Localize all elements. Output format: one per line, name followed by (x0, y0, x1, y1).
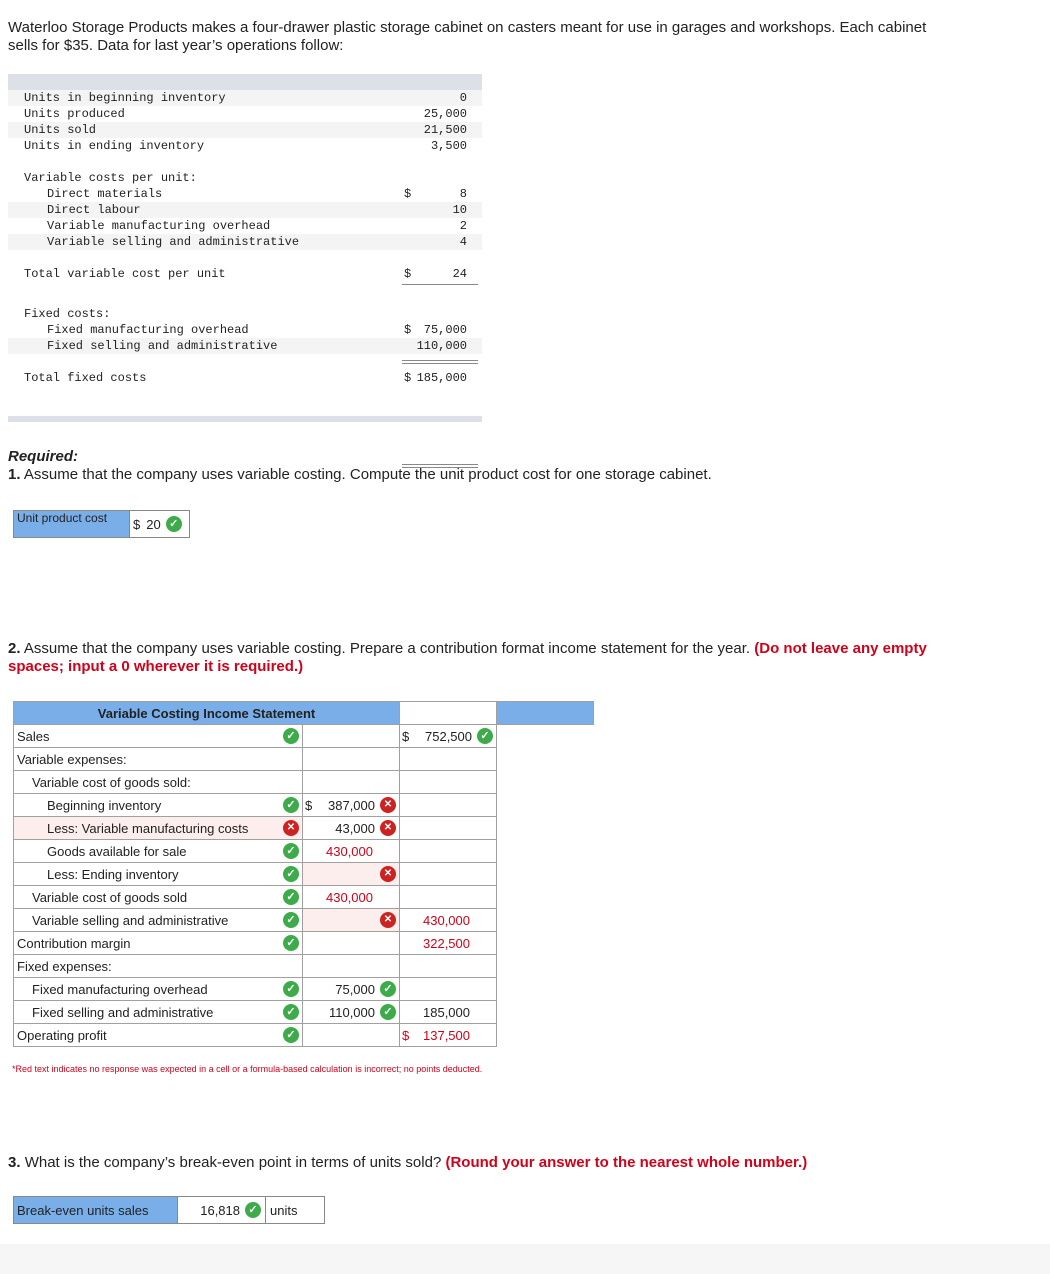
total-underline (402, 363, 478, 364)
question-1-number: 1. (8, 466, 21, 483)
statement-total-cell[interactable] (400, 1001, 497, 1024)
check-circle-icon: ✓ (380, 1004, 396, 1020)
break-even-value: 16,818 (200, 1202, 240, 1218)
data-row (8, 266, 482, 282)
statement-amount-cell[interactable] (303, 1001, 400, 1024)
data-row-label: Units in ending inventory (24, 139, 205, 153)
data-row (8, 306, 482, 322)
statement-amount-cell[interactable] (303, 840, 400, 863)
statement-label-cell[interactable] (14, 725, 303, 748)
check-circle-icon: ✓ (283, 981, 299, 997)
check-circle-icon: ✓ (283, 889, 299, 905)
units-label: units (270, 1202, 298, 1218)
question-3-number: 3. (8, 1154, 21, 1171)
statement-label: Less: Variable manufacturing costs (47, 820, 249, 836)
data-row-label: Variable costs per unit: (24, 171, 197, 185)
statement-row (14, 748, 594, 771)
statement-label-cell[interactable] (14, 863, 303, 886)
data-row-dollar: $ (404, 187, 412, 201)
data-row (8, 218, 482, 234)
statement-label: Goods available for sale (47, 843, 187, 859)
check-circle-icon: ✓ (283, 866, 299, 882)
data-row-value: 25,000 (423, 107, 467, 121)
page-footer-band (0, 1244, 1050, 1274)
statement-label: Variable selling and administrative (32, 912, 229, 928)
statement-label-cell[interactable] (14, 909, 303, 932)
data-row-value: 24 (452, 267, 467, 281)
statement-label-cell[interactable] (14, 1001, 303, 1024)
statement-label: Fixed selling and administrative (32, 1004, 214, 1020)
statement-row (14, 932, 594, 955)
statement-amount-cell[interactable] (303, 863, 400, 886)
data-row-label: Variable manufacturing overhead (47, 219, 271, 233)
statement-total-cell[interactable] (400, 817, 497, 840)
unit-product-cost-answer (13, 510, 190, 538)
statement-amount-cell[interactable] (303, 978, 400, 1001)
statement-total-cell[interactable] (400, 840, 497, 863)
question-1-text: Assume that the company uses variable costing. Compute the unit product cost for one storage cabinet. (23, 466, 712, 483)
x-circle-icon: ✕ (380, 820, 396, 836)
check-circle-icon: ✓ (283, 728, 299, 744)
statement-label-cell[interactable] (14, 817, 303, 840)
total-underline (402, 284, 478, 285)
question-2-text: Assume that the company uses variable costing. Prepare a contribution format income statement for the year. (23, 640, 751, 657)
statement-label: Variable expenses: (17, 751, 127, 767)
statement-total-cell[interactable] (400, 909, 497, 932)
check-circle-icon: ✓ (283, 1004, 299, 1020)
data-row-value: 110,000 (416, 339, 467, 353)
unit-product-cost-label: Unit product cost (14, 511, 130, 537)
check-circle-icon: ✓ (283, 797, 299, 813)
unit-product-cost-value: 20 (146, 516, 161, 532)
statement-row (14, 725, 594, 748)
statement-label-cell[interactable] (14, 771, 303, 794)
x-circle-icon: ✕ (380, 797, 396, 813)
statement-row (14, 1001, 594, 1024)
amount-value: 75,000 (335, 981, 375, 997)
data-row (8, 322, 482, 338)
statement-label: Beginning inventory (47, 797, 162, 813)
amount-value: 322,500 (423, 935, 470, 951)
amount-value: 752,500 (425, 728, 472, 744)
statement-row (14, 886, 594, 909)
data-row-value: 3,500 (430, 139, 467, 153)
statement-label: Variable cost of goods sold (32, 889, 188, 905)
statement-total-cell[interactable] (400, 955, 497, 978)
statement-amount-cell[interactable] (303, 817, 400, 840)
data-row (8, 106, 482, 122)
currency-symbol: $ (402, 1027, 410, 1043)
statement-amount-cell[interactable] (303, 955, 400, 978)
question-2 (8, 640, 938, 676)
amount-value: 137,500 (423, 1027, 470, 1043)
check-circle-icon: ✓ (245, 1202, 261, 1218)
question-3 (8, 1154, 807, 1171)
statement-amount-cell[interactable] (303, 725, 400, 748)
check-circle-icon: ✓ (283, 935, 299, 951)
statement-row (14, 909, 594, 932)
question-3-instruction: (Round your answer to the nearest whole number.) (445, 1154, 808, 1171)
data-row-label: Direct labour (47, 203, 141, 217)
data-row-label: Total fixed costs (24, 371, 147, 385)
statement-total-cell[interactable] (400, 978, 497, 1001)
problem-intro: Waterloo Storage Products makes a four-drawer plastic storage cabinet on casters meant for use in garages and workshops. Each cabinet sells for $35. Data for last year’s operations follow: (8, 19, 927, 54)
statement-label-cell[interactable] (14, 794, 303, 817)
data-row-value: 2 (459, 219, 467, 233)
check-circle-icon: ✓ (380, 981, 396, 997)
statement-label: Operating profit (17, 1027, 107, 1043)
statement-label-cell[interactable] (14, 978, 303, 1001)
data-row-value: 21,500 (423, 123, 467, 137)
check-circle-icon: ✓ (166, 516, 182, 532)
statement-label: Fixed manufacturing overhead (32, 981, 208, 997)
question-1 (8, 466, 712, 483)
data-row-label: Fixed costs: (24, 307, 111, 321)
data-row-dollar: $ (404, 323, 412, 337)
data-row (8, 122, 482, 138)
statement-row (14, 794, 594, 817)
data-row-label: Total variable cost per unit (24, 267, 226, 281)
break-even-answer (13, 1196, 325, 1224)
check-circle-icon: ✓ (477, 728, 493, 744)
amount-value: 430,000 (326, 889, 373, 905)
statement-row (14, 817, 594, 840)
statement-title: Variable Costing Income Statement (14, 702, 400, 725)
data-row (8, 202, 482, 218)
data-row (8, 370, 482, 386)
check-circle-icon: ✓ (283, 912, 299, 928)
statement-amount-cell[interactable] (303, 1024, 400, 1047)
amount-value: 387,000 (328, 797, 375, 813)
check-circle-icon: ✓ (283, 843, 299, 859)
data-row (8, 138, 482, 154)
statement-amount-cell[interactable] (303, 794, 400, 817)
currency-symbol: $ (133, 516, 141, 532)
data-row (8, 90, 482, 106)
data-row-label: Fixed manufacturing overhead (47, 323, 249, 337)
amount-value: 430,000 (326, 843, 373, 859)
statement-total-cell[interactable] (400, 794, 497, 817)
table-top-bar (8, 74, 482, 90)
statement-amount-cell[interactable] (303, 909, 400, 932)
statement-total-cell[interactable] (400, 886, 497, 909)
statement-total-cell[interactable] (400, 725, 497, 748)
statement-amount-cell[interactable] (303, 886, 400, 909)
statement-row (14, 1024, 594, 1047)
amount-value: 110,000 (328, 1004, 375, 1020)
statement-label-cell[interactable] (14, 955, 303, 978)
statement-label: Variable cost of goods sold: (32, 774, 191, 790)
data-row-label: Fixed selling and administrative (47, 339, 278, 353)
amount-value: 43,000 (335, 820, 375, 836)
data-row-value: 8 (459, 187, 467, 201)
data-row-value: 0 (459, 91, 467, 105)
data-row-value: 75,000 (423, 323, 467, 337)
table-bottom-bar (8, 416, 482, 422)
red-text-footnote: *Red text indicates no response was expected in a cell or a formula-based calculation is incorrect; no points deducted. (12, 1064, 483, 1074)
statement-total-cell[interactable] (400, 863, 497, 886)
data-row-label: Units produced (24, 107, 125, 121)
required-heading: Required: (8, 448, 79, 465)
statement-label-cell[interactable] (14, 932, 303, 955)
data-row-dollar: $ (404, 267, 412, 281)
statement-amount-cell[interactable] (303, 771, 400, 794)
statement-row (14, 955, 594, 978)
data-row-label: Direct materials (47, 187, 163, 201)
currency-symbol: $ (402, 728, 410, 744)
statement-total-cell[interactable] (400, 1024, 497, 1047)
currency-symbol: $ (305, 797, 313, 813)
income-statement-table (13, 701, 594, 1047)
amount-value: 430,000 (423, 912, 470, 928)
data-row-value: 185,000 (416, 371, 467, 385)
statement-row (14, 771, 594, 794)
statement-label: Less: Ending inventory (47, 866, 179, 882)
statement-label: Fixed expenses: (17, 958, 112, 974)
break-even-input[interactable] (178, 1197, 266, 1223)
statement-label-cell[interactable] (14, 748, 303, 771)
statement-total-cell[interactable] (400, 771, 497, 794)
statement-total-cell[interactable] (400, 748, 497, 771)
data-row-value: 10 (452, 203, 467, 217)
data-row (8, 234, 482, 250)
data-row-value: 4 (459, 235, 467, 249)
question-3-text: What is the company’s break-even point in terms of units sold? (24, 1154, 442, 1171)
statement-amount-cell[interactable] (303, 748, 400, 771)
x-circle-icon: ✕ (283, 820, 299, 836)
statement-label: Sales (17, 728, 50, 744)
break-even-label: Break-even units sales (14, 1197, 178, 1223)
amount-value: 185,000 (423, 1004, 470, 1020)
total-underline (402, 360, 478, 361)
statement-label: Contribution margin (17, 935, 131, 951)
operations-data-table (8, 74, 482, 422)
x-circle-icon: ✕ (380, 866, 396, 882)
statement-row (14, 863, 594, 886)
statement-label-cell[interactable] (14, 886, 303, 909)
data-row-label: Units in beginning inventory (24, 91, 226, 105)
data-row-label: Variable selling and administrative (47, 235, 300, 249)
total-underline (402, 464, 478, 465)
question-2-number: 2. (8, 640, 21, 657)
unit-product-cost-input[interactable] (130, 511, 189, 537)
data-row (8, 186, 482, 202)
statement-amount-cell[interactable] (303, 932, 400, 955)
data-row-label: Units sold (24, 123, 97, 137)
data-row-dollar: $ (404, 371, 412, 385)
question-2-instruction: (Do not leave any empty spaces; input a 0 wherever it is required.) (8, 640, 927, 675)
statement-label-cell[interactable] (14, 1024, 303, 1047)
statement-row (14, 840, 594, 863)
check-circle-icon: ✓ (283, 1027, 299, 1043)
statement-total-cell[interactable] (400, 932, 497, 955)
data-row (8, 170, 482, 186)
data-row (8, 338, 482, 354)
statement-label-cell[interactable] (14, 840, 303, 863)
x-circle-icon: ✕ (380, 912, 396, 928)
statement-row (14, 978, 594, 1001)
